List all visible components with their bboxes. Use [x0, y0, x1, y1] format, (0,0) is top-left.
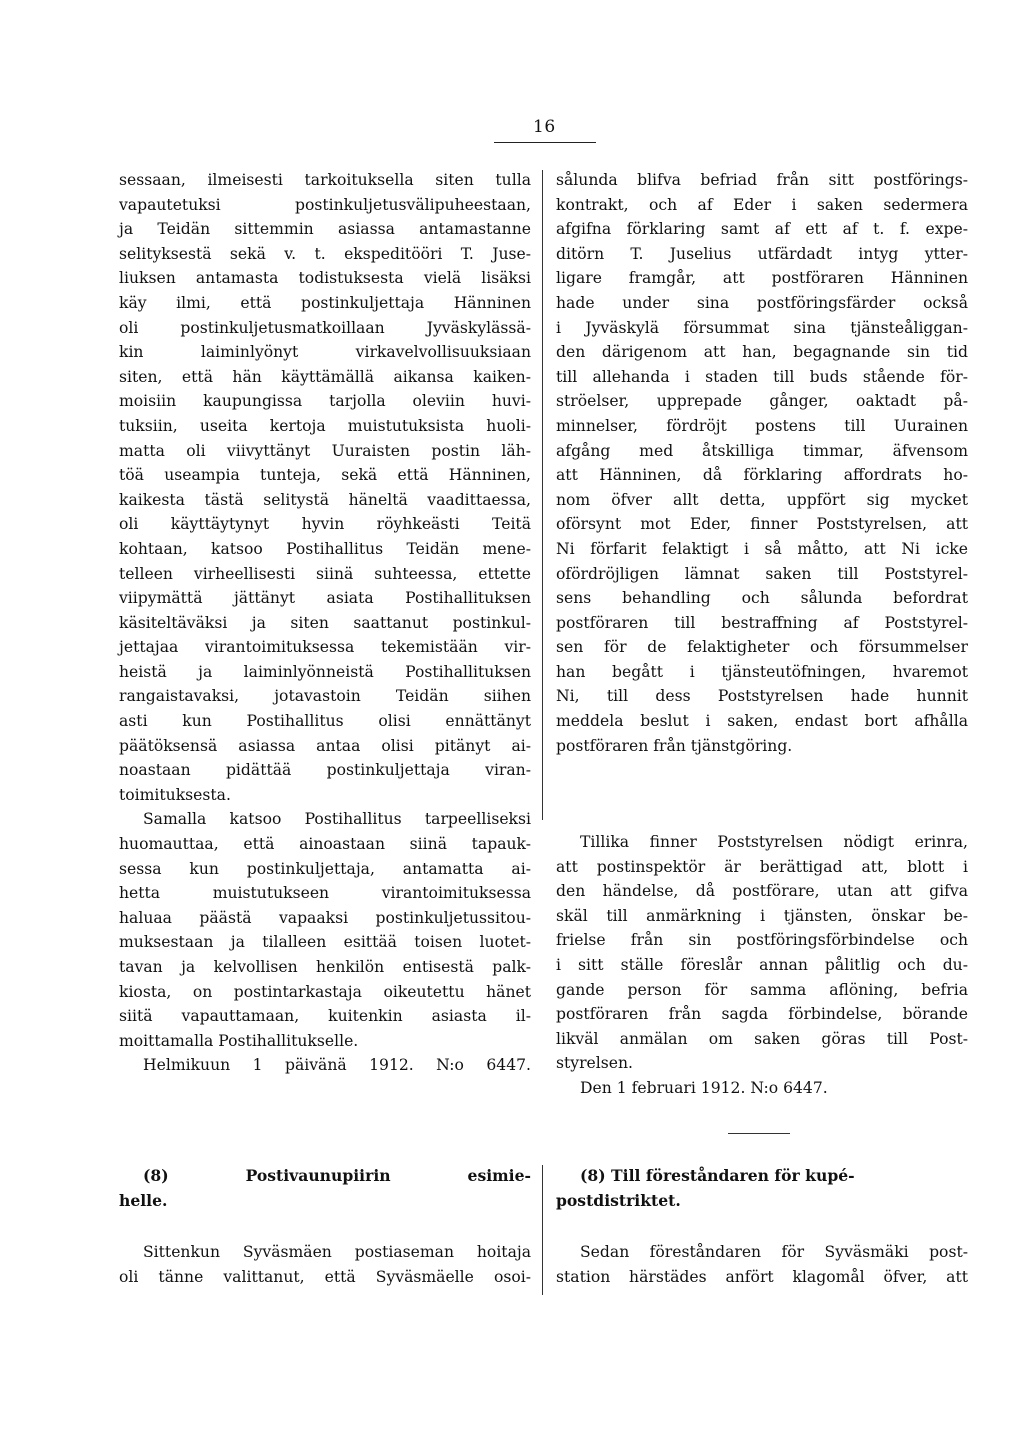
swedish-paragraph — [556, 1240, 968, 1289]
text-line: selityksestä sekä v. t. ekspeditööri T. Juse- — [119, 244, 531, 263]
text-line: Sedan föreståndaren för Syväsmäki post- — [580, 1243, 968, 1261]
text-line: käsiteltäväksi ja siten saattanut postinkul- — [119, 613, 531, 632]
text-line: sessa kun postinkuljettaja, antamatta ai- — [119, 859, 531, 878]
text-line: den händelse, då postförare, utan att gifva — [556, 882, 968, 901]
column-divider — [542, 1165, 543, 1295]
text-line: sen för de felaktigheter och försummelser — [556, 638, 968, 657]
dateline: Helmikuun 1 päivänä 1912. N:o 6447. — [143, 1056, 531, 1075]
text-line: kin laiminlyönyt virkavelvollisuuksiaan — [119, 343, 531, 362]
text-line: töä useampia tunteja, sekä että Hänninen, — [119, 466, 531, 485]
text-line: sessaan, ilmeisesti tarkoituksella siten tulla — [119, 171, 531, 189]
heading-line: postdistriktet. — [556, 1190, 681, 1210]
text-line: siitä vapauttamaan, kuitenkin asiasta il- — [119, 1007, 531, 1026]
column-divider — [542, 170, 543, 820]
text-line: noastaan pidättää postinkuljettaja viran- — [119, 761, 531, 780]
text-line: afgifna förklaring samt af ett af t. f. expe- — [556, 220, 968, 239]
heading-line: (8) Postivaunupiirin esimie- — [143, 1166, 531, 1185]
page-number: 16 — [533, 117, 556, 137]
text-line: Sittenkun Syväsmäen postiaseman hoitaja — [143, 1243, 531, 1261]
text-line: sens behandling och sålunda befordrat — [556, 589, 968, 608]
text-line: muksestaan ja tilalleen esittää toisen luotet- — [119, 933, 531, 952]
dateline: Den 1 februari 1912. N:o 6447. — [580, 1078, 828, 1097]
text-line: frielse från sin postföringsförbindelse och — [556, 931, 968, 950]
text-line: gande person för samma aflöning, befria — [556, 980, 968, 999]
heading-line: (8) Till föreståndaren för kupé- — [580, 1166, 855, 1185]
heading-line: helle. — [119, 1190, 168, 1210]
text-line: kiosta, on postintarkastaja oikeutettu hänet — [119, 982, 531, 1001]
text-line: till allehanda i staden till buds stående för- — [556, 367, 968, 386]
text-line: vapautetuksi postinkuljetusvälipuheestaan, — [119, 195, 531, 214]
text-line: oli käyttäytynyt hyvin röyhkeästi Teitä — [119, 515, 531, 534]
section-rule — [728, 1133, 790, 1134]
finnish-heading — [119, 1164, 531, 1213]
text-line: oförsynt mot Eder, finner Poststyrelsen, att — [556, 515, 968, 534]
text-line: päätöksensä asiassa antaa olisi pitänyt ai- — [119, 736, 531, 755]
header-rule — [494, 142, 596, 143]
text-line: kontrakt, och af Eder i saken sedermera — [556, 195, 968, 214]
text-line: kaikesta tästä selitystä häneltä vaadittaessa, — [119, 490, 531, 509]
text-line: sålunda blifva befriad från sitt postförings- — [556, 171, 968, 189]
text-line: moisiin kaupungissa tarjolla oleviin huvi- — [119, 392, 531, 411]
text-line: den därigenom att han, begagnande sin tid — [556, 343, 968, 362]
text-line: rangaistavaksi, jotavastoin Teidän siihen — [119, 687, 531, 706]
text-line: liuksen antamasta todistuksesta vielä lisäksi — [119, 269, 531, 288]
text-line: moittamalla Postihallitukselle. — [119, 1031, 359, 1050]
text-line: minnelser, fördröjt postens till Uurainen — [556, 416, 968, 435]
text-line: ja Teidän sittemmin asiassa antamastanne — [119, 220, 531, 239]
text-line: telleen virheellisesti siinä suhteessa, ettette — [119, 564, 531, 583]
text-line: Tillika finner Poststyrelsen nödigt erinra, — [580, 833, 968, 851]
text-line: meddela beslut i saken, endast bort afhålla — [556, 712, 968, 731]
text-line: skäl till anmärkning i tjänsten, önskar be- — [556, 906, 968, 925]
text-line: afgång med åtskilliga timmar, äfvensom — [556, 441, 968, 460]
text-line: tavan ja kelvollisen henkilön entisestä palk- — [119, 958, 531, 976]
text-line: jettajaa virantoimituksessa tekemistään vir- — [119, 638, 531, 657]
text-line: postföraren till bestraffning af Poststyrel- — [556, 613, 968, 632]
text-line: postföraren från sagda förbindelse, börande — [556, 1005, 968, 1024]
text-line: Samalla katsoo Postihallitus tarpeelliseksi — [143, 810, 531, 829]
text-line: haluaa päästä vapaaksi postinkuljetussitou- — [119, 908, 531, 927]
text-line: likväl anmälan om saken göras till Post- — [556, 1029, 968, 1048]
text-line: han begått i tjänsteutöfningen, hvaremot — [556, 662, 968, 681]
swedish-heading — [556, 1164, 968, 1213]
swedish-paragraph — [556, 830, 968, 1101]
text-line: postföraren från tjänstgöring. — [556, 736, 793, 755]
text-line: toimituksesta. — [119, 785, 231, 804]
text-line: kohtaan, katsoo Postihallitus Teidän mene- — [119, 539, 531, 558]
text-line: oli tänne valittanut, että Syväsmäelle osoi- — [119, 1267, 531, 1286]
text-line: hetta muistutukseen virantoimituksessa — [119, 884, 531, 903]
text-line: tuksiin, useita kertoja muistutuksista huoli- — [119, 416, 531, 435]
text-line: ditörn T. Juselius utfärdadt intyg ytter- — [556, 244, 968, 263]
text-line: ströelser, upprepade gånger, oaktadt på- — [556, 392, 968, 411]
text-line: i Jyväskylä försummat sina tjänsteåliggan- — [556, 318, 968, 337]
text-line: oli postinkuljetusmatkoillaan Jyväskylässä- — [119, 318, 531, 337]
text-line: huomauttaa, että ainoastaan siinä tapauk- — [119, 835, 531, 854]
text-line: i sitt ställe föreslår annan pålitlig och du- — [556, 955, 968, 974]
text-line: nom öfver allt detta, uppfört sig mycket — [556, 490, 968, 509]
text-line: viipymättä jättänyt asiata Postihallituksen — [119, 589, 531, 608]
finnish-column — [119, 168, 531, 1078]
text-line: käy ilmi, että postinkuljettaja Hänninen — [119, 293, 531, 312]
text-line: ligare framgår, att postföraren Hänninen — [556, 269, 968, 288]
text-line: styrelsen. — [556, 1054, 633, 1073]
text-line: att postinspektör är berättigad att, blott i — [556, 857, 968, 876]
swedish-column — [556, 168, 968, 758]
text-line: hade under sina postföringsfärder också — [556, 293, 968, 312]
text-line: asti kun Postihallitus olisi ennättänyt — [119, 712, 531, 731]
text-line: Ni, till dess Poststyrelsen hade hunnit — [556, 687, 968, 706]
finnish-paragraph — [119, 1240, 531, 1289]
text-line: matta oli viivyttänyt Uuraisten postin läh- — [119, 441, 531, 460]
text-line: Ni förfarit felaktigt i så måtto, att Ni icke — [556, 539, 968, 558]
text-line: siten, että hän käyttämällä aikansa kaiken- — [119, 367, 531, 386]
text-line: heistä ja laiminlyönneistä Postihallituksen — [119, 662, 531, 681]
text-line: att Hänninen, då förklaring affordrats ho- — [556, 466, 968, 485]
text-line: ofördröjligen lämnat saken till Poststyrel- — [556, 564, 968, 583]
text-line: station härstädes anfört klagomål öfver, att — [556, 1267, 968, 1286]
